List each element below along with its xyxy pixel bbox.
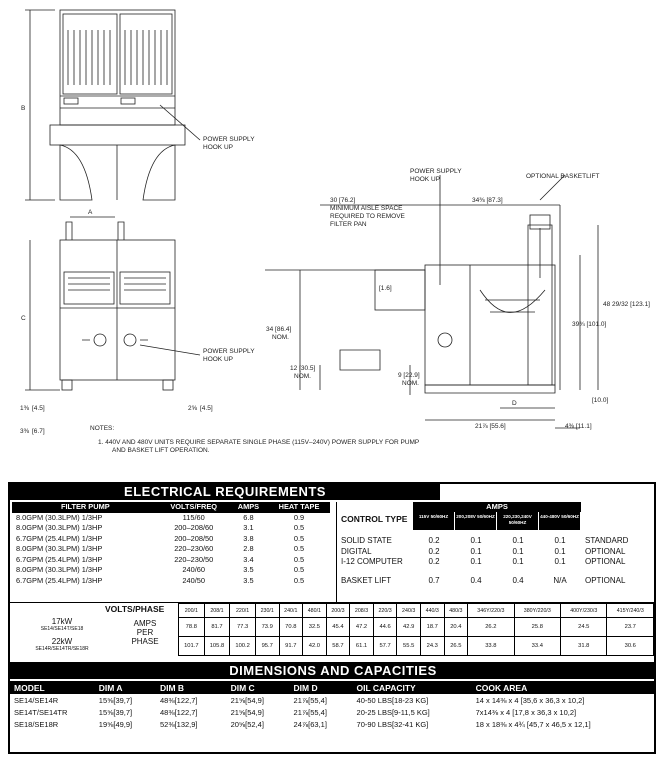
frac-2-label: 2⅝	[188, 405, 198, 412]
pump-volts: 200–208/60	[174, 523, 214, 532]
height-12-label: 12 [30.5]	[290, 365, 316, 372]
pump-amps: 3.8	[243, 533, 254, 543]
control-status: OPTIONAL	[585, 575, 626, 585]
amps-value: 44.6	[373, 618, 397, 637]
amps-per-phase-label	[115, 619, 175, 646]
dim-cell: 48⅜[122,7]	[159, 695, 198, 705]
control-amp-value: N/A	[553, 575, 567, 585]
pump-spec: 6.7GPM (25.4LPM) 1/3HP	[16, 533, 103, 543]
control-amp-value: 0.1	[512, 557, 524, 566]
note-1-line-1: 1. 440V AND 480V UNITS REQUIRE SEPARATE SINGLE PHASE (115V–240V) POWER SUPPLY FOR PUMP	[98, 439, 420, 446]
pump-volts: 240/50	[182, 575, 206, 585]
dim-cell: SE14/SE14R	[14, 695, 59, 705]
dim-6-7-label: [6.7]	[32, 428, 45, 435]
control-name: SOLID STATE	[341, 536, 392, 545]
amps-value: 33.8	[468, 637, 514, 656]
optional-basketlift-label: OPTIONAL BASKETLIFT	[526, 173, 600, 180]
dim-cell: 21⅞[55,4]	[293, 695, 327, 705]
power-supply-top-label-2: HOOK UP	[203, 144, 233, 151]
dim-55-6-label: 21⅞ [55.6]	[475, 423, 506, 430]
aisle-label-1: 30 [76.2]	[330, 197, 356, 204]
dim-header: DIM C	[227, 681, 290, 694]
amps-value: 73.9	[255, 618, 279, 637]
dim-cell: 20⅝[52,4]	[230, 719, 264, 729]
dim-header: DIM A	[95, 681, 156, 694]
dimensions-title: DIMENSIONS AND CAPACITIES	[10, 662, 656, 679]
control-amp-value: 0.1	[512, 546, 524, 556]
dim-header: DIM D	[290, 681, 353, 694]
pump-volts: 220–230/60	[174, 544, 214, 553]
amps-value: 61.1	[350, 637, 374, 656]
volts-phase-col: 480/1	[303, 604, 327, 618]
height-34-label: 34 [86.4]	[266, 326, 292, 333]
height-9-label: 9 [22.9]	[398, 372, 420, 379]
amps-per-phase-line-1: AMPS	[133, 619, 157, 628]
control-col-head: 115V 50/60HZ	[413, 512, 455, 530]
dim-header: COOK AREA	[472, 681, 656, 694]
height-39-label: 39¾ [101.0]	[572, 321, 607, 328]
aisle-label-3: REQUIRED TO REMOVE	[330, 213, 405, 220]
amps-value: 25.8	[514, 618, 560, 637]
volts-phase-col: 400Y/230/3	[561, 604, 607, 618]
notes-block	[90, 425, 419, 455]
dim-11-1-label: 4⅜ [11.1]	[565, 423, 592, 430]
control-col-head: 220,230,240V 50/60HZ	[497, 512, 539, 530]
dim-cell: 14 x 14⅜ x 4 [35,6 x 36,3 x 10,2]	[475, 695, 585, 705]
control-row	[341, 557, 653, 568]
control-status: OPTIONAL	[585, 546, 626, 556]
pump-spec: 8.0GPM (30.3LPM) 1/3HP	[16, 544, 103, 553]
dim-cell: 15⅝[39,7]	[98, 695, 133, 705]
amps-value: 33.4	[514, 637, 560, 656]
control-amp-value: 0.7	[428, 575, 440, 585]
pump-heat-tape: 0.5	[293, 533, 305, 543]
pump-heat-tape: 0.5	[293, 523, 305, 532]
amps-value: 55.5	[397, 637, 421, 656]
amps-value: 30.6	[607, 637, 654, 656]
volts-phase-table	[178, 603, 654, 656]
dim-cell: 18 x 18⅜ x 4¾ [45,7 x 46,5 x 12,1]	[475, 719, 591, 729]
dim-cell: 21⅝[54,9]	[230, 707, 264, 717]
control-amp-value: 0.1	[470, 557, 482, 566]
dim-cell: 21⅞[55,4]	[293, 707, 327, 717]
filter-pump-table	[12, 502, 330, 586]
header-volts-freq: VOLTS/FREQ	[159, 502, 229, 513]
amps-value: 47.2	[350, 618, 374, 637]
control-amp-value: 0.2	[428, 546, 440, 556]
control-col-head: 440-480V 50/60HZ	[539, 512, 581, 530]
pump-spec: 6.7GPM (25.4LPM) 1/3HP	[16, 575, 103, 585]
control-type-title: CONTROL TYPE	[341, 514, 408, 524]
dim-1-6-label: [1.6]	[379, 285, 392, 292]
volts-phase-col: 380Y/220/3	[514, 604, 560, 618]
volts-phase-value-row	[179, 637, 654, 656]
control-amp-value: 0.4	[470, 575, 482, 585]
frac-3-label: 3⅜	[20, 428, 30, 435]
pump-spec: 8.0GPM (30.3LPM) 1/3HP	[16, 512, 103, 522]
dim-header: MODEL	[10, 681, 95, 694]
dim-a-label: A	[88, 209, 93, 216]
volts-phase-value-row	[179, 618, 654, 637]
pump-row	[12, 513, 330, 524]
control-col-head: 200,208V 50/60HZ	[455, 512, 497, 530]
pump-spec: 8.0GPM (30.3LPM) 1/3HP	[16, 565, 103, 574]
pump-volts: 240/60	[182, 565, 206, 574]
amps-value: 26.5	[444, 637, 468, 656]
aisle-label-2: MINIMUM AISLE SPACE	[330, 205, 403, 212]
volts-phase-col: 208/3	[350, 604, 374, 618]
dim-cell: 48⅜[122,7]	[159, 707, 198, 717]
control-row	[341, 536, 653, 547]
pump-row	[12, 576, 330, 587]
dim-b-label: B	[21, 105, 26, 112]
model-group	[12, 617, 112, 637]
volts-phase-col: 220/3	[373, 604, 397, 618]
dim-c-label: C	[21, 315, 26, 322]
header-filter-pump: FILTER PUMP	[12, 502, 159, 513]
nom-label-1: NOM.	[272, 334, 289, 341]
dim-cell: 70-90 LBS[32-41 KG]	[356, 719, 429, 729]
pump-amps: 6.8	[243, 512, 254, 522]
control-row	[341, 547, 653, 558]
frac-1-label: 1⅜	[20, 405, 30, 412]
pump-row	[12, 555, 330, 566]
control-rows	[341, 536, 653, 594]
amps-value: 81.7	[204, 618, 230, 637]
amps-value: 105.8	[204, 637, 230, 656]
amps-value: 77.3	[230, 618, 256, 637]
dim-cell: 7x14⅜ x 4 [17,8 x 36,3 x 10,2]	[475, 707, 577, 717]
model-names: SE14/SE14T/SE18	[40, 626, 84, 632]
dim-cell: 21⅝[54,9]	[230, 695, 264, 705]
volts-phase-col: 480/3	[444, 604, 468, 618]
control-amp-value: 0.1	[470, 536, 482, 545]
table-row	[10, 706, 656, 718]
pump-heat-tape: 0.5	[293, 544, 305, 553]
power-supply-front-label-1: POWER SUPPLY	[203, 348, 255, 355]
model-kw: 17kW	[51, 617, 73, 626]
pump-row	[12, 534, 330, 545]
amps-value: 78.8	[179, 618, 205, 637]
pump-heat-tape: 0.5	[293, 554, 305, 564]
power-supply-top-label-1: POWER SUPPLY	[203, 136, 255, 143]
amps-per-phase-line-3: PHASE	[131, 637, 159, 646]
spec-sheet	[8, 482, 656, 754]
nom-label-2: NOM.	[294, 373, 311, 380]
control-type-block	[336, 502, 657, 602]
dim-cell: 20-25 LBS[9-11,5 KG]	[356, 707, 430, 717]
model-names: SE14R/SE14TR/SE18R	[35, 646, 89, 652]
control-amp-value: 0.1	[512, 536, 524, 545]
amps-per-phase-line-2: PER	[136, 628, 154, 637]
volts-phase-col: 240/3	[397, 604, 421, 618]
volts-phase-col: 200/1	[179, 604, 205, 618]
pump-volts: 200–208/50	[174, 533, 214, 543]
dim-cell: 52⅜[132,9]	[159, 719, 198, 729]
control-name: BASKET LIFT	[341, 575, 392, 585]
amps-value: 57.7	[373, 637, 397, 656]
amps-value: 100.2	[230, 637, 256, 656]
pump-heat-tape: 0.5	[293, 565, 305, 574]
control-amp-value: 0.1	[470, 546, 482, 556]
pump-heat-tape: 0.9	[293, 512, 305, 522]
volts-phase-col: 200/3	[326, 604, 350, 618]
control-amp-value: 0.2	[428, 536, 440, 545]
control-amp-value: 0.4	[512, 575, 524, 585]
dim-cell: 19⅝[49,9]	[98, 719, 133, 729]
amps-value: 24.5	[561, 618, 607, 637]
aisle-label-4: FILTER PAN	[330, 221, 367, 228]
control-status: STANDARD	[585, 536, 629, 545]
control-amp-value: 0.1	[554, 557, 566, 566]
pump-amps: 3.4	[243, 554, 254, 564]
amps-value: 31.8	[561, 637, 607, 656]
volts-phase-header-row	[179, 604, 654, 618]
pump-spec: 6.7GPM (25.4LPM) 1/3HP	[16, 554, 103, 564]
side-view	[265, 175, 598, 428]
pump-volts: 220–230/50	[174, 554, 214, 564]
model-kw: 22kW	[51, 637, 73, 646]
volts-phase-col: 415Y/240/3	[607, 604, 654, 618]
dim-10-label: [10.0]	[592, 397, 609, 404]
volts-phase-col: 220/1	[230, 604, 256, 618]
amps-value: 42.9	[397, 618, 421, 637]
header-amps: AMPS	[229, 502, 268, 513]
front-view	[25, 217, 200, 390]
pump-amps: 3.1	[243, 523, 254, 532]
volts-phase-col: 346Y/220/3	[468, 604, 514, 618]
amps-value: 32.5	[303, 618, 327, 637]
volts-phase-models	[12, 617, 112, 657]
control-row	[341, 568, 653, 594]
header-heat-tape: HEAT TAPE	[268, 502, 330, 513]
power-supply-side-label-1: POWER SUPPLY	[410, 168, 462, 175]
table-row	[10, 694, 656, 706]
dimensions-table	[10, 681, 656, 730]
amps-value: 70.8	[279, 618, 303, 637]
dim-header: OIL CAPACITY	[353, 681, 472, 694]
top-view	[25, 10, 200, 200]
volts-phase-block	[10, 602, 656, 657]
dim-cell: SE18/SE18R	[14, 719, 59, 729]
pump-amps: 3.5	[243, 575, 254, 585]
pump-row	[12, 544, 330, 555]
control-amp-value: 0.1	[554, 536, 566, 545]
control-name: DIGITAL	[341, 546, 372, 556]
control-column-heads	[413, 512, 581, 530]
pump-row	[12, 523, 330, 534]
pump-spec: 8.0GPM (30.3LPM) 1/3HP	[16, 523, 103, 532]
dim-header: DIM B	[156, 681, 227, 694]
note-1-line-2: AND BASKET LIFT OPERATION.	[112, 447, 210, 454]
dim-d-label: D	[512, 400, 517, 407]
notes-title: NOTES:	[90, 425, 115, 432]
volts-phase-label: VOLTS/PHASE	[105, 604, 165, 614]
volts-phase-col: 208/1	[204, 604, 230, 618]
control-amp-value: 0.2	[428, 557, 440, 566]
pump-amps: 2.8	[243, 544, 254, 553]
amps-value: 24.3	[420, 637, 444, 656]
volts-phase-col: 440/3	[420, 604, 444, 618]
control-status: OPTIONAL	[585, 557, 626, 566]
pump-amps: 3.5	[243, 565, 254, 574]
volts-phase-col: 230/1	[255, 604, 279, 618]
power-supply-front-label-2: HOOK UP	[203, 356, 233, 363]
amps-value: 23.7	[607, 618, 654, 637]
pump-row	[12, 565, 330, 576]
dim-cell: 40-50 LBS[18-23 KG]	[356, 695, 429, 705]
depth-top-label: 34⅜ [87.3]	[472, 197, 503, 204]
dim-4-5-mid-label: [4.5]	[200, 405, 213, 412]
amps-value: 26.2	[468, 618, 514, 637]
control-amp-value: 0.1	[554, 546, 566, 556]
amps-value: 91.7	[279, 637, 303, 656]
model-group	[12, 637, 112, 657]
amps-value: 101.7	[179, 637, 205, 656]
amps-value: 20.4	[444, 618, 468, 637]
amps-value: 42.0	[303, 637, 327, 656]
amps-value: 58.7	[326, 637, 350, 656]
control-name: I-12 COMPUTER	[341, 557, 403, 566]
pump-heat-tape: 0.5	[293, 575, 305, 585]
amps-value: 95.7	[255, 637, 279, 656]
dim-cell: 24⅞[63,1]	[293, 719, 327, 729]
volts-phase-col: 240/1	[279, 604, 303, 618]
nom-label-3: NOM.	[402, 380, 419, 387]
electrical-title: ELECTRICAL REQUIREMENTS	[10, 484, 440, 500]
dim-cell: 15⅝[39,7]	[98, 707, 133, 717]
pump-volts: 115/60	[182, 512, 205, 522]
table-row	[10, 718, 656, 730]
amps-value: 18.7	[420, 618, 444, 637]
control-amps-title: AMPS	[413, 502, 581, 512]
dim-cell: SE14T/SE14TR	[14, 707, 68, 717]
dim-4-5-left-label: [4.5]	[32, 405, 45, 412]
power-supply-side-label-2: HOOK UP	[410, 176, 440, 183]
amps-value: 45.4	[326, 618, 350, 637]
pump-rows	[12, 513, 330, 587]
height-48-label: 48 29/32 [123.1]	[603, 301, 650, 308]
